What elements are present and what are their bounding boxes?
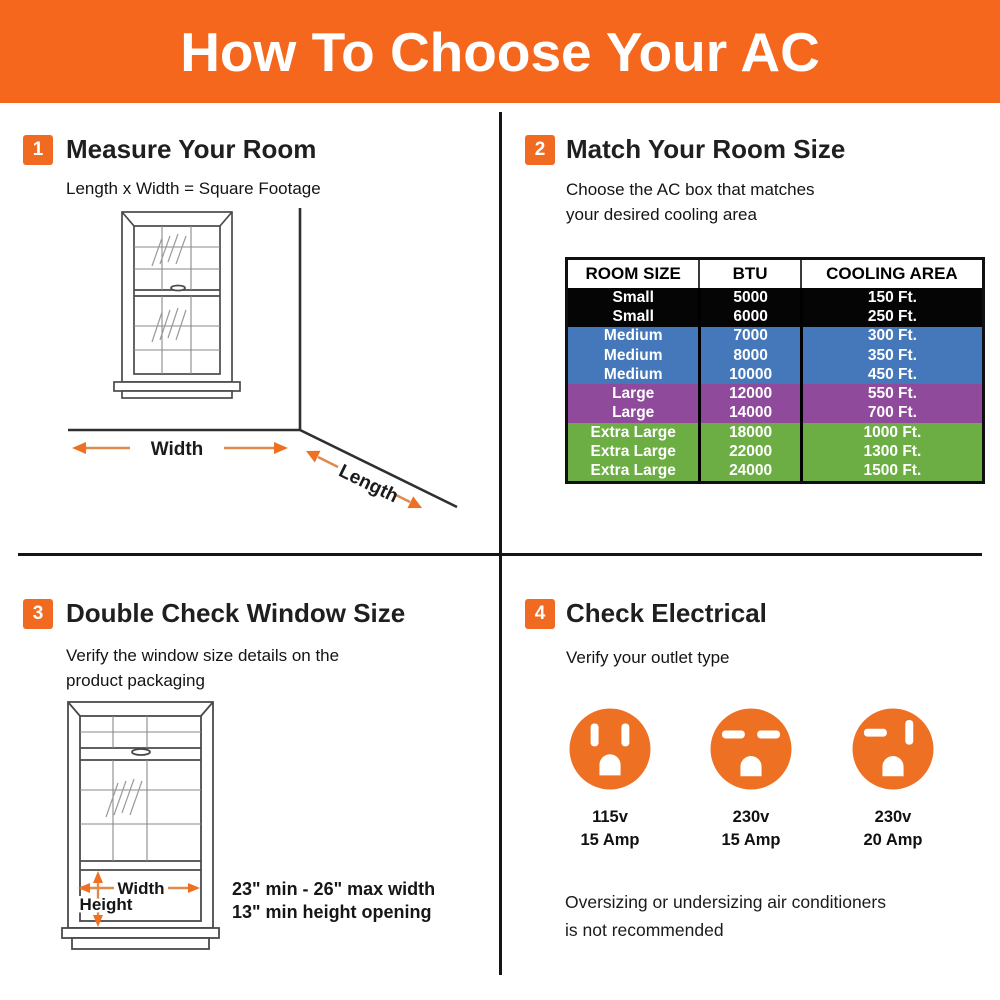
section-3-title: Double Check Window Size (66, 598, 406, 628)
opening-width-label: Width (117, 879, 165, 898)
step-3-number: 3 (32, 603, 44, 624)
length-label: Length (335, 460, 402, 508)
outlet-230v-15a-volts: 230v (732, 808, 770, 826)
sizing-warning-line1: Oversizing or undersizing air conditioners (565, 892, 886, 912)
step-4-badge (525, 599, 555, 629)
horizontal-divider (18, 553, 982, 556)
table-cell-size: Medium (603, 346, 663, 364)
outlet-230v-20a-icon (849, 705, 937, 793)
page-title: How To Choose Your AC (180, 20, 820, 83)
section-2-subtitle-line1: Choose the AC box that matches (566, 180, 815, 199)
table-cell-area: 700 Ft. (800, 404, 982, 423)
outlet-115v-volts: 115v (592, 808, 628, 826)
table-row (568, 288, 982, 307)
section-4-subtitle: Verify your outlet type (566, 648, 730, 667)
table-header-room-size: ROOM SIZE (585, 264, 681, 283)
table-cell-btu: 6000 (698, 307, 799, 326)
outlet-230v-15a (689, 705, 813, 852)
table-row (568, 462, 982, 481)
table-header-row (568, 260, 982, 288)
outlet-115v-15a (548, 705, 672, 852)
section-2-subtitle-line2: your desired cooling area (566, 205, 757, 224)
outlet-115v-icon (566, 705, 654, 793)
table-row (568, 365, 982, 384)
outlet-230v-15a-icon (707, 705, 795, 793)
table-cell-size: Extra Large (590, 462, 676, 480)
section-2-title: Match Your Room Size (566, 134, 846, 164)
step-3-badge (23, 599, 53, 629)
table-cell-btu: 10000 (698, 365, 799, 384)
window-size-note-line1: 23" min - 26" max width (232, 879, 436, 899)
section-1-title: Measure Your Room (66, 134, 317, 164)
table-cell-size: Small (612, 288, 654, 306)
outlet-115v-amps: 15 Amp (580, 831, 640, 849)
vertical-divider (499, 112, 502, 975)
table-cell-area: 250 Ft. (800, 307, 982, 326)
table-row (568, 307, 982, 326)
step-4-number: 4 (534, 603, 546, 624)
table-row (568, 384, 982, 403)
outlet-230v-20a-volts: 230v (874, 808, 912, 826)
table-cell-area: 1000 Ft. (800, 423, 982, 442)
step-2-number: 2 (534, 139, 546, 160)
table-cell-btu: 22000 (698, 442, 799, 461)
window-size-note-line2: 13" min height opening (232, 902, 432, 922)
section-4-title: Check Electrical (566, 598, 767, 628)
table-cell-btu: 12000 (698, 384, 799, 403)
table-cell-area: 300 Ft. (800, 327, 982, 346)
room-corner-illustration (10, 200, 490, 535)
window-illustration (114, 212, 240, 398)
sizing-warning-line2: is not recommended (565, 920, 724, 940)
table-cell-size: Medium (603, 327, 663, 345)
section-3-subtitle-line1: Verify the window size details on the (66, 646, 340, 665)
table-row (568, 442, 982, 461)
outlet-230v-20a-label (864, 806, 923, 852)
table-header-cooling-area: COOLING AREA (800, 260, 982, 288)
outlet-230v-20a-amps: 20 Amp (863, 831, 923, 849)
table-cell-size: Extra Large (590, 423, 676, 441)
step-1-number: 1 (32, 139, 44, 160)
header-banner (0, 0, 1000, 103)
table-row (568, 423, 982, 442)
width-label: Width (150, 439, 204, 460)
table-row (568, 346, 982, 365)
section-3-subtitle-line2: product packaging (66, 671, 205, 690)
step-1-badge (23, 135, 53, 165)
table-row (568, 327, 982, 346)
table-cell-btu: 18000 (698, 423, 799, 442)
table-cell-size: Large (612, 385, 655, 403)
section-3-subtitle (66, 643, 339, 693)
table-cell-btu: 24000 (698, 462, 799, 481)
table-cell-size: Small (612, 307, 654, 325)
step-2-badge (525, 135, 555, 165)
outlet-115v-label (581, 806, 640, 852)
opening-height-label: Height (79, 895, 133, 914)
section-1-subtitle: Length x Width = Square Footage (66, 179, 321, 198)
table-row (568, 404, 982, 423)
outlet-230v-20a (831, 705, 955, 852)
table-cell-area: 350 Ft. (800, 346, 982, 365)
outlet-230v-15a-amps: 15 Amp (721, 831, 781, 849)
table-header-btu: BTU (698, 260, 799, 288)
btu-sizing-table (565, 257, 985, 484)
table-cell-btu: 8000 (698, 346, 799, 365)
table-cell-area: 150 Ft. (800, 288, 982, 307)
table-cell-btu: 5000 (698, 288, 799, 307)
table-cell-btu: 7000 (698, 327, 799, 346)
table-cell-size: Medium (603, 365, 663, 383)
open-window-illustration (36, 693, 236, 968)
window-size-note (232, 878, 435, 924)
table-cell-area: 450 Ft. (800, 365, 982, 384)
table-cell-area: 1500 Ft. (800, 462, 982, 481)
table-cell-size: Large (612, 404, 655, 422)
table-cell-size: Extra Large (590, 443, 676, 461)
section-2-subtitle (566, 177, 815, 227)
table-cell-btu: 14000 (698, 404, 799, 423)
table-body (568, 288, 982, 481)
table-cell-area: 1300 Ft. (800, 442, 982, 461)
table-cell-area: 550 Ft. (800, 384, 982, 403)
sizing-warning-note (565, 888, 886, 944)
outlet-230v-15a-label (722, 806, 781, 852)
